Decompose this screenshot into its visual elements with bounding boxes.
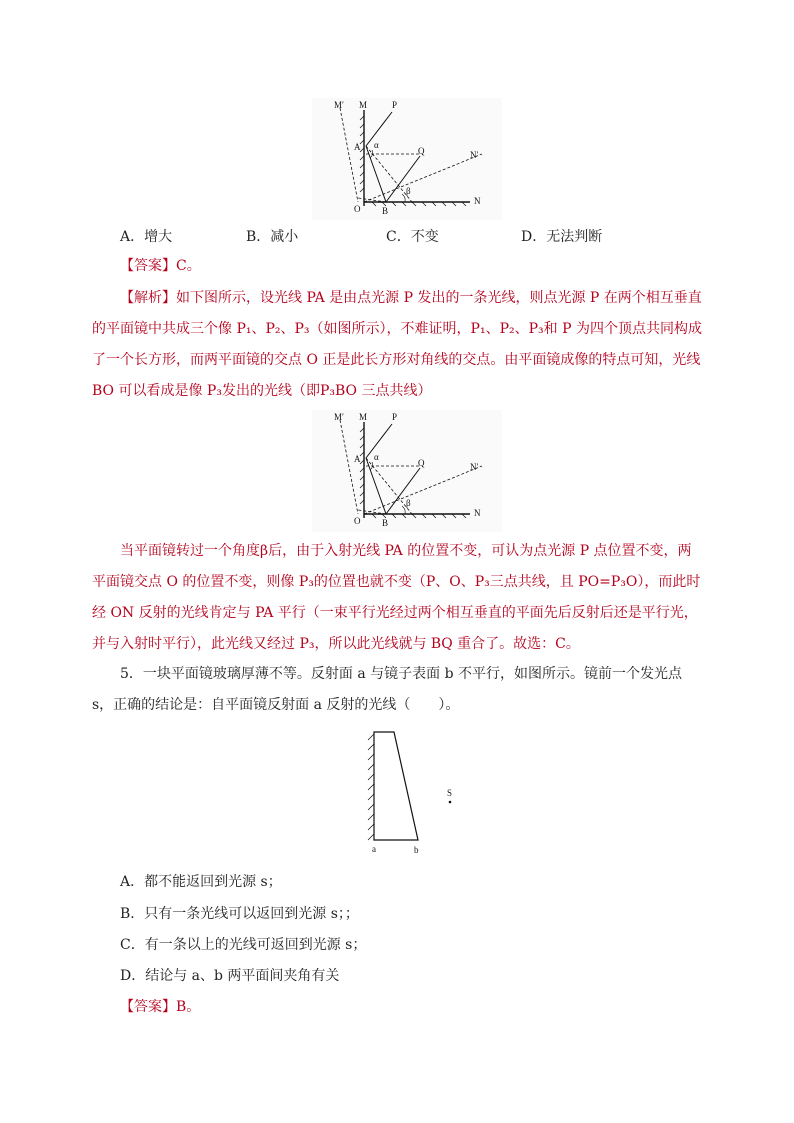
- q4-analysis-text: 如下图所示，设光线 PA 是由点光源 P 发出的一条光线，则点光源 P 在两个相互垂直的平面镜中共成三个像 P₁、P₂、P₃（如图所示），不难证明，P₁、P₂、P₃和 P 为四个顶点共同构成了一个长方形，而两平面镜的交点 O 正是此长方形对角线的交点。由平面镜成像的特点可知，光线 BO 可以看成是像 P₃发出的光线（即P₃BO 三点共线）: [92, 290, 702, 399]
- label-o: O: [354, 516, 361, 526]
- q4-analysis: [92, 283, 702, 407]
- label-beta: β: [406, 186, 411, 196]
- q5-answer-tag: 【答案】: [120, 999, 176, 1015]
- label-n-prime: N′: [470, 150, 479, 160]
- mirror-diagram-2: [312, 410, 502, 532]
- label-face-b: b: [414, 845, 419, 855]
- q5-option-d: D．结论与 a、b 两平面间夹角有关: [120, 968, 340, 984]
- q5-stem: 5．一块平面镜玻璃厚薄不等。反射面 a 与镜子表面 b 不平行，如图所示。镜前一个发光点 s，正确的结论是：自平面镜反射面 a 反射的光线（ ）。: [92, 666, 683, 713]
- mirror-diagram-1: [312, 98, 502, 220]
- label-m: M: [359, 100, 368, 110]
- label-n-prime: N′: [470, 462, 479, 472]
- q4-conclusion: 当平面镜转过一个角度β后，由于入射光线 PA 的位置不变，可认为点光源 P 点位置不变，两平面镜交点 O 的位置不变，则像 P₃的位置也就不变（P、O、P₃三点共线，且 PO=P₃O），而此时经 ON 反射的光线肯定与 PA 平行（一束平行光经过两个相互垂直的平面先后反射后还是平行光，并与入射时平行），此光线又经过 P₃，所以此光线就与 BQ 重合了。故选：C。: [92, 543, 701, 652]
- q5-option-c: C．有一条以上的光线可返回到光源 s；: [120, 937, 367, 953]
- q5-option-a: A．都不能返回到光源 s；: [120, 874, 282, 890]
- label-q: Q: [418, 146, 425, 156]
- q4-option-c: C．不变: [386, 229, 439, 245]
- label-a: A: [354, 142, 361, 152]
- q5-answer: [120, 997, 200, 1017]
- label-m-prime: M′: [334, 100, 344, 110]
- q4-answer-value: C。: [176, 258, 201, 274]
- label-m: M: [359, 412, 368, 422]
- label-alpha: α: [374, 140, 379, 150]
- mirror-figure-2: [312, 410, 502, 532]
- label-n: N: [474, 196, 481, 206]
- label-face-a: a: [372, 844, 376, 854]
- q5-option-b: B．只有一条光线可以返回到光源 s；；: [120, 906, 359, 922]
- label-b: B: [382, 206, 389, 216]
- label-a: A: [354, 454, 361, 464]
- q4-analysis-tag: 【解析】: [120, 290, 176, 306]
- q4-answer-tag: 【答案】: [120, 258, 176, 274]
- q4-option-d: D．无法判断: [521, 229, 603, 245]
- thick-mirror-figure: [360, 726, 464, 858]
- label-p: P: [392, 100, 398, 110]
- label-beta: β: [406, 498, 411, 508]
- label-alpha: α: [374, 452, 379, 462]
- label-n: N: [474, 508, 481, 518]
- label-b: B: [382, 518, 389, 528]
- q4-option-b: B．减小: [246, 229, 299, 245]
- q5-answer-value: B。: [176, 999, 201, 1015]
- mirror-figure-1: [312, 98, 502, 220]
- thick-mirror-diagram: [360, 726, 464, 858]
- q4-option-a: A．增大: [120, 229, 173, 245]
- q4-answer: [120, 256, 201, 276]
- label-s: S: [447, 788, 453, 798]
- label-o: O: [354, 204, 361, 214]
- label-q: Q: [418, 458, 425, 468]
- label-m-prime: M′: [334, 412, 344, 422]
- label-p: P: [392, 412, 398, 422]
